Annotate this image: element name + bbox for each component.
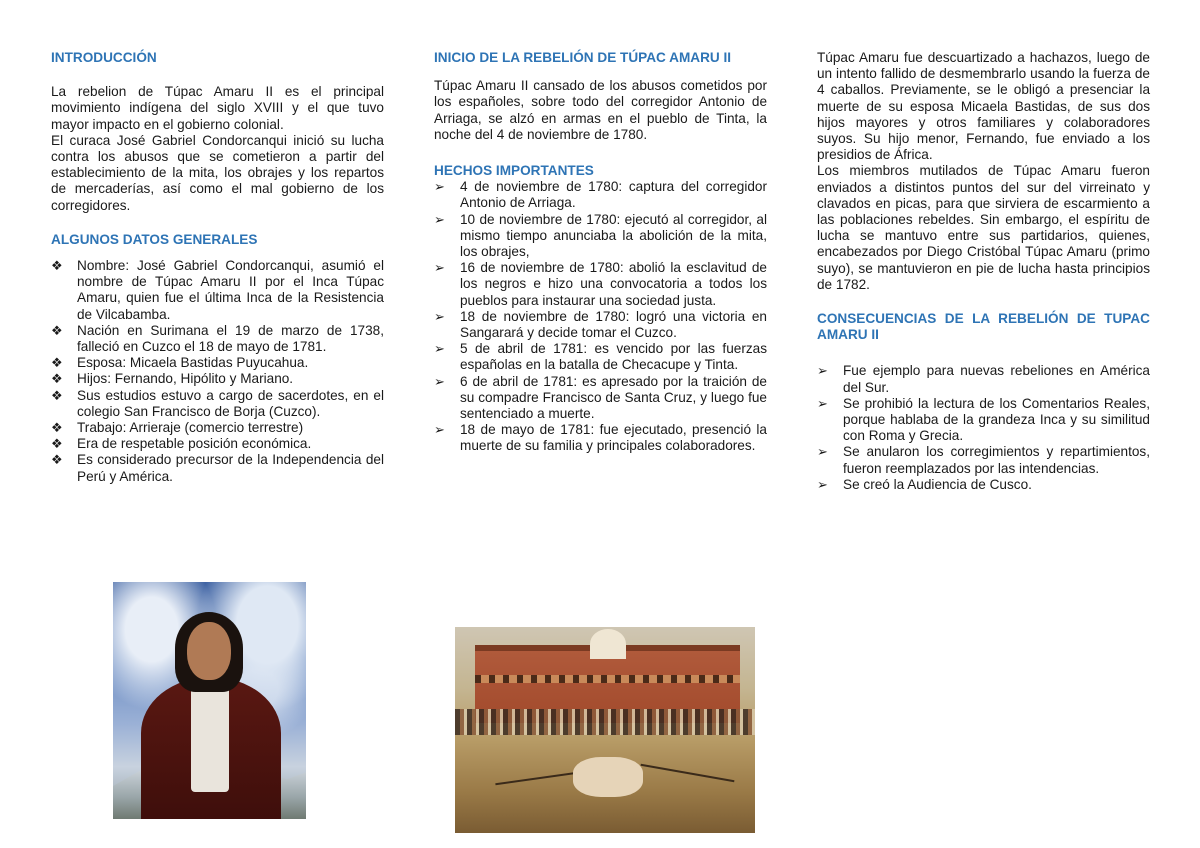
portrait-face [187, 622, 231, 680]
list-item: ❖ Hijos: Fernando, Hipólito y Mariano. [51, 371, 294, 387]
diamond-bullet-icon: ❖ [51, 420, 63, 436]
arrow-bullet-icon: ➢ [817, 363, 828, 379]
column-3 [817, 50, 1150, 493]
list-item: ❖ Sus estudios estuvo a cargo de sacerdotes, en el colegio San Francisco de Borja (Cuzco). [51, 387, 384, 419]
list-item: ➢ 18 de mayo de 1781: fue ejecutado, presenció la muerte de su familia y principales colaboradores. [434, 422, 767, 454]
intro-heading: INTRODUCCIÓN [51, 50, 157, 65]
intro-paragraph-2: El curaca José Gabriel Condorcanqui inició su lucha contra los abusos que se cometieron a partir del establecimiento de la mita, los obrajes y los repartos de mercaderías, así como el mal gobierno de los corregidores. [51, 132, 384, 213]
col3-paragraph-2: Los miembros mutilados de Túpac Amaru fueron enviados a distintos puntos del sur del virreinato y clavados en picas, para que sirviera de escarmiento a las poblaciones rebeldes. Sin embargo, el espíritu de lucha se mantuvo entre sus partidarios, quienes, encabezados por Diego Cristóbal Túpac Amaru (primo suyo), se mantuvieron en pie de lucha hasta principios de 1782. [817, 163, 1150, 292]
list-item: ➢ Fue ejemplo para nuevas rebeliones en América del Sur. [817, 363, 1150, 395]
list-item: ➢ 10 de noviembre de 1780: ejecutó al corregidor, al mismo tiempo anunciaba la abolición de la mita, los obrajes, [434, 211, 767, 260]
list-item: ❖ Es considerado precursor de la Independencia del Perú y América. [51, 452, 384, 484]
datos-list [51, 258, 384, 485]
church-dome [590, 629, 626, 659]
datos-heading: ALGUNOS DATOS GENERALES [51, 231, 258, 247]
list-item: ➢ 5 de abril de 1781: es vencido por las fuerzas españolas en la batalla de Checacupe y Tinta. [434, 341, 767, 373]
execution-scene-painting-image [455, 627, 755, 833]
list-item: ❖ Trabajo: Arrieraje (comercio terrestre) [51, 420, 304, 436]
arrow-bullet-icon: ➢ [817, 476, 828, 492]
arrow-bullet-icon: ➢ [817, 395, 828, 411]
diamond-bullet-icon: ❖ [51, 387, 63, 403]
list-item: ➢ Se creó la Audiencia de Cusco. [817, 476, 1032, 492]
diamond-bullet-icon: ❖ [51, 258, 63, 274]
list-item: ➢ 6 de abril de 1781: es apresado por la traición de su compadre Francisco de Santa Cruz, y luego fue sentenciado a muerte. [434, 373, 767, 422]
central-figure [573, 757, 643, 797]
diamond-bullet-icon: ❖ [51, 452, 63, 468]
list-item: ➢ Se prohibió la lectura de los Comentarios Reales, porque hablaba de la grandeza Inca y su similitud con Roma y Grecia. [817, 395, 1150, 444]
list-item: ➢ 4 de noviembre de 1780: captura del corregidor Antonio de Arriaga. [434, 179, 767, 211]
rope-right [641, 764, 735, 782]
arrow-bullet-icon: ➢ [434, 341, 445, 357]
building-balcony [475, 675, 740, 683]
rope-left [495, 771, 584, 786]
crowd [455, 709, 755, 735]
consecuencias-list [817, 363, 1150, 493]
inicio-heading: INICIO DE LA REBELIÓN DE TÚPAC AMARU II [434, 50, 732, 65]
inicio-paragraph: Túpac Amaru II cansado de los abusos cometidos por los españoles, sobre todo del corregidor Antonio de Arriaga, se alzó en armas en el pueblo de Tinta, la noche del 4 de noviembre de 1780. [434, 78, 767, 142]
list-item: ❖ Esposa: Micaela Bastidas Puyucahua. [51, 355, 309, 371]
arrow-bullet-icon: ➢ [434, 308, 445, 324]
list-item: ❖ Era de respetable posición económica. [51, 436, 312, 452]
arrow-bullet-icon: ➢ [434, 260, 445, 276]
arrow-bullet-icon: ➢ [817, 444, 828, 460]
column-2 [434, 50, 767, 455]
column-1 [51, 50, 384, 485]
tupac-amaru-portrait-image [113, 582, 306, 819]
arrow-bullet-icon: ➢ [434, 179, 445, 195]
diamond-bullet-icon: ❖ [51, 436, 63, 452]
arrow-bullet-icon: ➢ [434, 422, 445, 438]
list-item: ❖ Nación en Surimana el 19 de marzo de 1738, falleció en Cuzco el 18 de mayo de 1781. [51, 322, 384, 355]
diamond-bullet-icon: ❖ [51, 322, 63, 338]
arrow-bullet-icon: ➢ [434, 373, 445, 389]
intro-paragraph-1: La rebelion de Túpac Amaru II es el principal movimiento indígena del siglo XVIII y el que tuvo mayor impacto en el gobierno colonial. [51, 84, 384, 132]
portrait-shirt [191, 682, 229, 792]
diamond-bullet-icon: ❖ [51, 355, 63, 371]
hechos-list [434, 179, 767, 454]
list-item: ❖ Nombre: José Gabriel Condorcanqui, asumió el nombre de Túpac Amaru II por el Inca Túpac Amaru, quien fue el última Inca de la Resistencia de Vilcabamba. [51, 258, 384, 322]
list-item: ➢ 18 de noviembre de 1780: logró una victoria en Sangarará y decide tomar el Cuzco. [434, 308, 767, 341]
diamond-bullet-icon: ❖ [51, 371, 63, 387]
col3-paragraph-1: Túpac Amaru fue descuartizado a hachazos, luego de un intento fallido de desmembrarlo usando la fuerza de 4 caballos. Previamente, se le obligó a presenciar la muerte de su esposa Micaela Bastidas, de sus dos hijos mayores y otros familiares y colaboradores suyos. Su hijo menor, Fernando, fue enviado a los presidios de África. [817, 50, 1150, 163]
hechos-heading: HECHOS IMPORTANTES [434, 163, 594, 179]
consecuencias-heading: CONSECUENCIAS DE LA REBELIÓN DE TUPAC AMARU II [817, 311, 1150, 343]
list-item: ➢ 16 de noviembre de 1780: abolió la esclavitud de los negros e hizo una convocatoria a todos los pueblos para instaurar una sociedad justa. [434, 260, 767, 308]
list-item: ➢ Se anularon los corregimientos y repartimientos, fueron reemplazados por las intendencias. [817, 444, 1150, 476]
arrow-bullet-icon: ➢ [434, 211, 445, 227]
